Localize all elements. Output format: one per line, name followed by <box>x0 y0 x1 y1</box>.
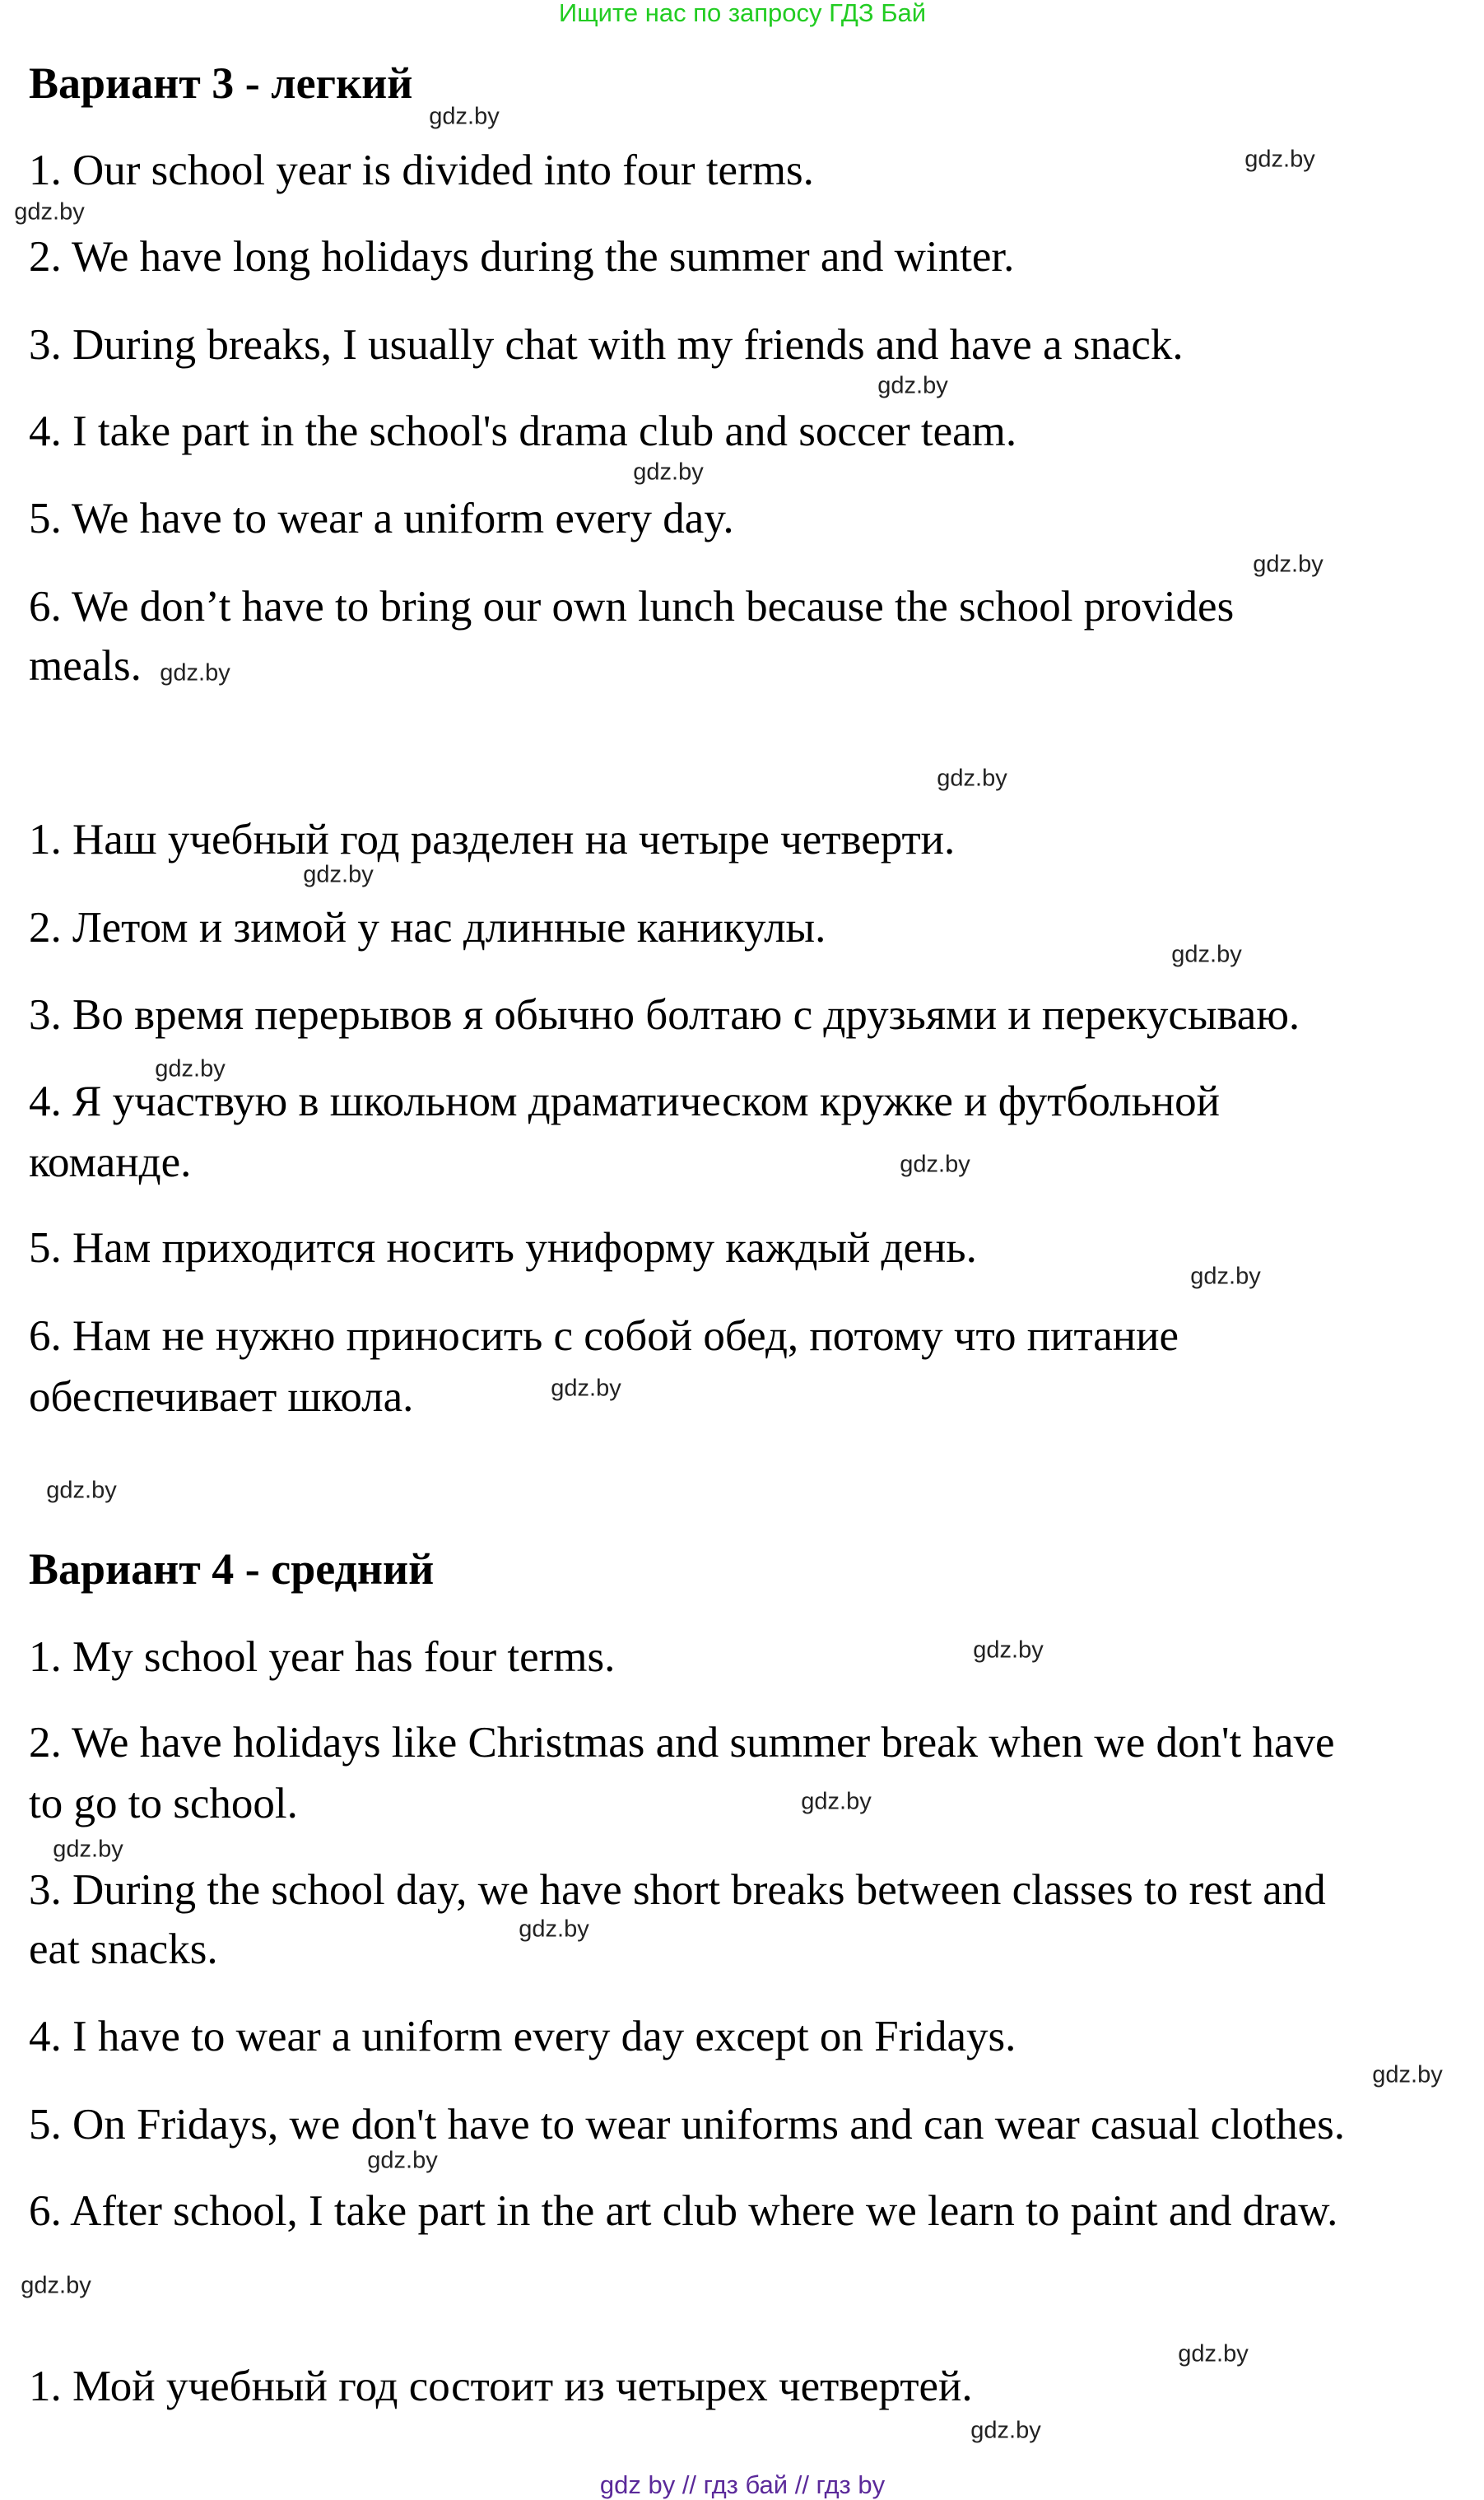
v3-ru-item-1: 1. Наш учебный год разделен на четыре четверти. <box>29 816 956 864</box>
v3-en-item-4: 4. I take part in the school's drama club and soccer team. <box>29 407 1017 455</box>
watermark: gdz.by <box>1190 1263 1261 1290</box>
watermark: gdz.by <box>1372 2061 1443 2088</box>
watermark: gdz.by <box>1253 551 1324 578</box>
v3-ru-item-4-cont: команде. <box>29 1138 192 1186</box>
v3-en-item-5: 5. We have to wear a uniform every day. <box>29 495 734 542</box>
v4-en-item-3: 3. During the school day, we have short breaks between classes to rest and <box>29 1866 1326 1914</box>
watermark: gdz.by <box>14 198 85 226</box>
watermark: gdz.by <box>973 1636 1044 1664</box>
v3-en-item-3: 3. During breaks, I usually chat with my friends and have a snack. <box>29 321 1184 369</box>
watermark: gdz.by <box>877 372 948 399</box>
v4-en-item-3-cont: eat snacks. <box>29 1925 218 1973</box>
watermark: gdz.by <box>801 1788 872 1815</box>
variant-3-title: Вариант 3 - легкий <box>29 58 413 108</box>
watermark: gdz.by <box>367 2147 438 2174</box>
watermark: gdz.by <box>21 2272 91 2299</box>
v3-ru-item-4: 4. Я участвую в школьном драматическом кружке и футбольной <box>29 1078 1221 1125</box>
v4-en-item-4: 4. I have to wear a uniform every day except on Fridays. <box>29 2013 1016 2060</box>
v4-en-item-2: 2. We have holidays like Christmas and summer break when we don't have <box>29 1719 1335 1767</box>
watermark: gdz.by <box>900 1151 970 1178</box>
v3-en-item-1: 1. Our school year is divided into four terms. <box>29 147 814 194</box>
watermark: gdz.by <box>1171 941 1242 968</box>
watermark: gdz.by <box>633 459 704 486</box>
watermark: gdz.by <box>155 1055 226 1082</box>
v4-en-item-5: 5. On Fridays, we don't have to wear uniforms and can wear casual clothes. <box>29 2101 1346 2149</box>
v4-en-item-1: 1. My school year has four terms. <box>29 1633 616 1681</box>
v4-ru-item-1: 1. Мой учебный год состоит из четырех четвертей. <box>29 2363 973 2410</box>
v3-ru-item-5: 5. Нам приходится носить униформу каждый день. <box>29 1224 977 1272</box>
variant-4-title: Вариант 4 - средний <box>29 1544 435 1594</box>
v4-en-item-6: 6. After school, I take part in the art club where we learn to paint and draw. <box>29 2187 1338 2235</box>
v3-en-item-6: 6. We don’t have to bring our own lunch because the school provides <box>29 583 1235 631</box>
watermark: gdz.by <box>160 659 230 687</box>
watermark: gdz.by <box>970 2417 1041 2444</box>
v3-ru-item-3: 3. Во время перерывов я обычно болтаю с друзьями и перекусываю. <box>29 991 1300 1039</box>
watermark: gdz.by <box>303 861 374 888</box>
v3-ru-item-6: 6. Нам не нужно приносить с собой обед, потому что питание <box>29 1312 1179 1360</box>
watermark: gdz.by <box>46 1477 117 1504</box>
v3-ru-item-6-cont: обеспечивает школа. <box>29 1373 414 1421</box>
v3-en-item-6-cont: meals. <box>29 642 142 690</box>
v4-en-item-2-cont: to go to school. <box>29 1780 298 1827</box>
watermark: gdz.by <box>429 103 500 130</box>
watermark: gdz.by <box>1178 2340 1249 2367</box>
v3-ru-item-2: 2. Летом и зимой у нас длинные каникулы. <box>29 904 826 952</box>
search-banner-link[interactable]: Ищите нас по запросу ГДЗ Бай <box>558 0 927 27</box>
footer-links[interactable]: gdz by // гдз бай // гдз by <box>599 2470 886 2499</box>
watermark: gdz.by <box>937 765 1007 792</box>
v3-en-item-2: 2. We have long holidays during the summer and winter. <box>29 233 1015 281</box>
watermark: gdz.by <box>519 1916 589 1943</box>
watermark: gdz.by <box>551 1375 621 1402</box>
watermark: gdz.by <box>1244 146 1315 173</box>
watermark: gdz.by <box>53 1836 123 1863</box>
